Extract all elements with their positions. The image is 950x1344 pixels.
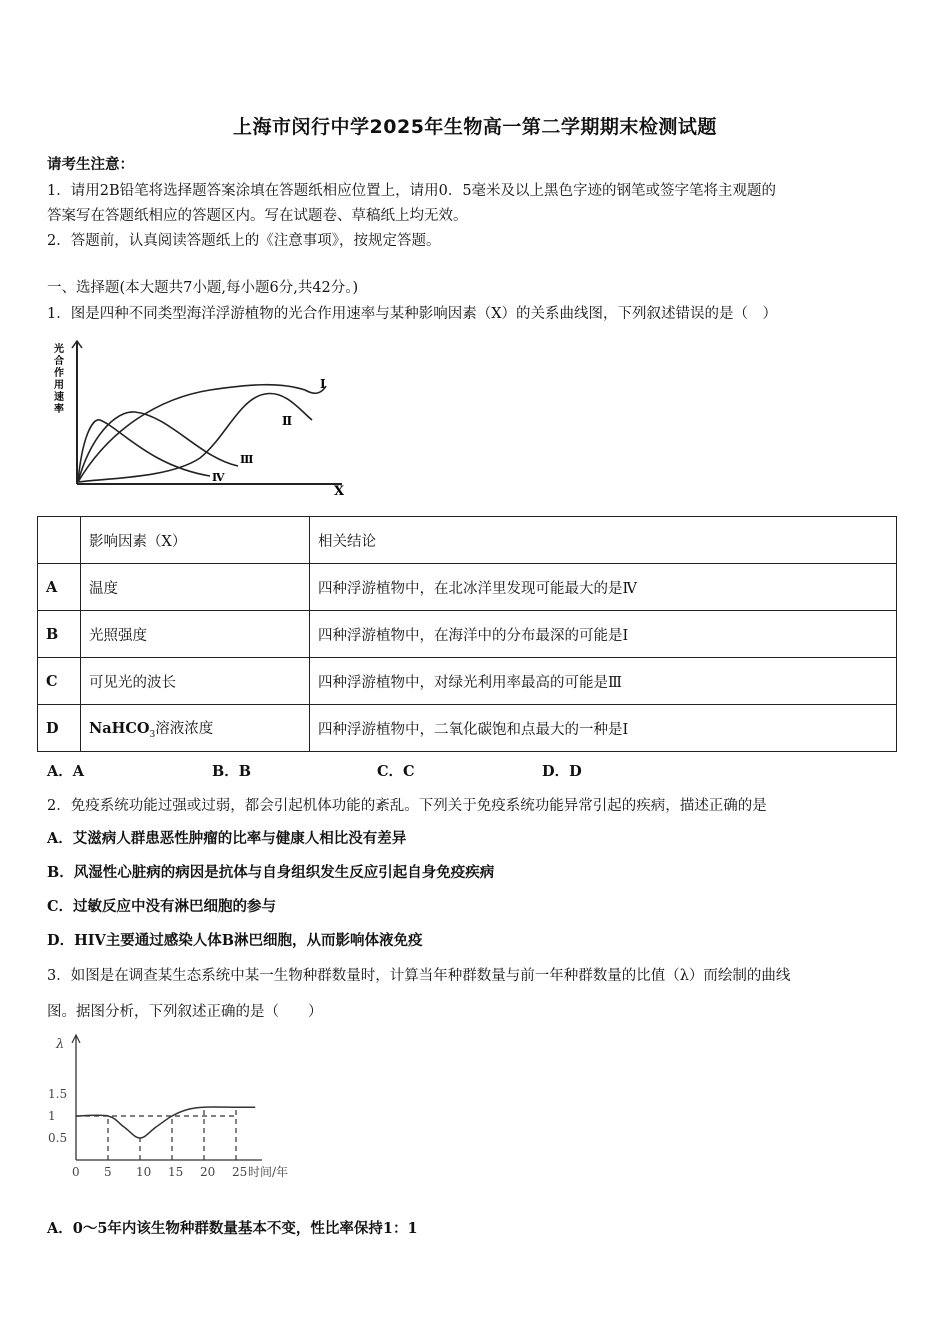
q1-figure — [50, 338, 350, 498]
question-2-stem: 2．免疫系统功能过强或过弱，都会引起机体功能的紊乱。下列关于免疫系统功能异常引起的疾病，描述正确的是 — [47, 798, 767, 814]
x-axis-label: 时间/年 — [248, 1165, 289, 1179]
q1-ylabel-char: 光 — [54, 344, 64, 355]
row-conclusion: 四种浮游植物中，在北冰洋里发现可能最大的是Ⅳ — [310, 564, 897, 611]
notice-line-3: 2．答题前，认真阅读答题纸上的《注意事项》，按规定答题。 — [47, 233, 441, 249]
row-key: B — [38, 611, 81, 658]
q1-xlabel: X — [334, 484, 345, 498]
row-conclusion: 四种浮游植物中，对绿光利用率最高的可能是Ⅲ — [310, 658, 897, 705]
q2-option-c[interactable]: C．过敏反应中没有淋巴细胞的参与 — [47, 898, 277, 915]
table-header-conclusion: 相关结论 — [310, 517, 897, 564]
q1-table — [37, 516, 897, 752]
page-title: 上海市闵行中学2025年生物高一第二学期期末检测试题 — [233, 116, 717, 138]
question-3-stem-2: 图。据图分析，下列叙述正确的是（ ） — [47, 1004, 323, 1020]
lambda-series-line — [76, 1107, 255, 1138]
notice-line-2: 答案写在答题纸相应的答题区内。写在试题卷、草稿纸上均无效。 — [47, 208, 468, 224]
question-3-stem-1: 3．如图是在调查某生态系统中某一生物种群数量时，计算当年种群数量与前一年种群数量的比值（λ）而绘制的曲线 — [47, 968, 791, 984]
q1-ylabel-char: 用 — [54, 380, 64, 391]
x-tick-label: 0 — [72, 1165, 80, 1179]
q3-lambda-chart — [40, 1032, 330, 1180]
question-1-stem: 1．图是四种不同类型海洋浮游植物的光合作用速率与某种影响因素（X）的关系曲线图，下列叙述错误的是（ ） — [47, 306, 778, 322]
row-factor-subscript: 3 — [149, 729, 156, 740]
row-factor: 光照强度 — [81, 611, 310, 658]
q1-curve-IV — [78, 420, 210, 482]
x-tick-label: 10 — [136, 1165, 152, 1179]
q1-option-a[interactable]: A．A — [47, 763, 85, 780]
row-factor-formula: NaHCO — [89, 719, 150, 737]
q1-ylabel-char: 合 — [54, 356, 64, 367]
q1-curve-label: Ⅰ — [320, 377, 326, 391]
q1-curve-label: Ⅱ — [282, 414, 293, 428]
row-factor: 温度 — [81, 564, 310, 611]
q3-option-a[interactable]: A．0～5年内该生物种群数量基本不变，性比率保持1：1 — [47, 1220, 418, 1237]
q2-option-a[interactable]: A．艾滋病人群患恶性肿瘤的比率与健康人相比没有差异 — [47, 830, 407, 847]
row-factor: 可见光的波长 — [81, 658, 310, 705]
y-tick-label: 0.5 — [48, 1131, 68, 1145]
y-tick-label: 1 — [48, 1109, 56, 1123]
table-row — [38, 611, 897, 658]
q1-ylabel-char: 作 — [54, 368, 64, 379]
y-tick-label: 1.5 — [48, 1087, 68, 1101]
x-tick-label: 15 — [168, 1165, 184, 1179]
q1-ylabel-char: 速 — [54, 392, 64, 403]
q1-option-b[interactable]: B．B — [212, 763, 252, 780]
row-conclusion: 四种浮游植物中，在海洋中的分布最深的可能是Ⅰ — [310, 611, 897, 658]
notice-heading: 请考生注意： — [47, 156, 134, 173]
y-axis-label: λ — [56, 1037, 65, 1052]
x-tick-label: 5 — [104, 1165, 112, 1179]
section-heading: 一、选择题(本大题共7小题,每小题6分,共42分。) — [47, 280, 359, 296]
notice-line-1: 1．请用2B铅笔将选择题答案涂填在答题纸相应位置上，请用0．5毫米及以上黑色字迹的钢笔或签字笔将主观题的 — [47, 183, 777, 199]
row-factor-tail: 溶液浓度 — [155, 720, 214, 737]
q2-option-b[interactable]: B．风湿性心脏病的病因是抗体与自身组织发生反应引起自身免疫疾病 — [47, 864, 495, 881]
q1-option-d[interactable]: D．D — [542, 763, 582, 780]
row-key: A — [38, 564, 81, 611]
table-cell — [38, 517, 81, 564]
x-tick-label: 20 — [200, 1165, 216, 1179]
row-key: D — [38, 705, 81, 752]
x-tick-label: 25 — [232, 1165, 248, 1179]
table-row — [38, 658, 897, 705]
table-row — [38, 564, 897, 611]
row-key: C — [38, 658, 81, 705]
table-row — [38, 517, 897, 564]
q1-curve-label: Ⅳ — [212, 471, 225, 484]
table-row — [38, 705, 897, 752]
row-conclusion: 四种浮游植物中，二氧化碳饱和点最大的一种是Ⅰ — [310, 705, 897, 752]
row-factor — [81, 705, 310, 752]
q1-curve-label: Ⅲ — [240, 453, 254, 466]
q1-option-c[interactable]: C．C — [377, 763, 415, 780]
q2-option-d[interactable]: D．HIV主要通过感染人体B淋巴细胞，从而影响体液免疫 — [47, 932, 423, 949]
q1-ylabel-char: 率 — [54, 404, 64, 415]
table-header-factor: 影响因素（X） — [81, 517, 310, 564]
